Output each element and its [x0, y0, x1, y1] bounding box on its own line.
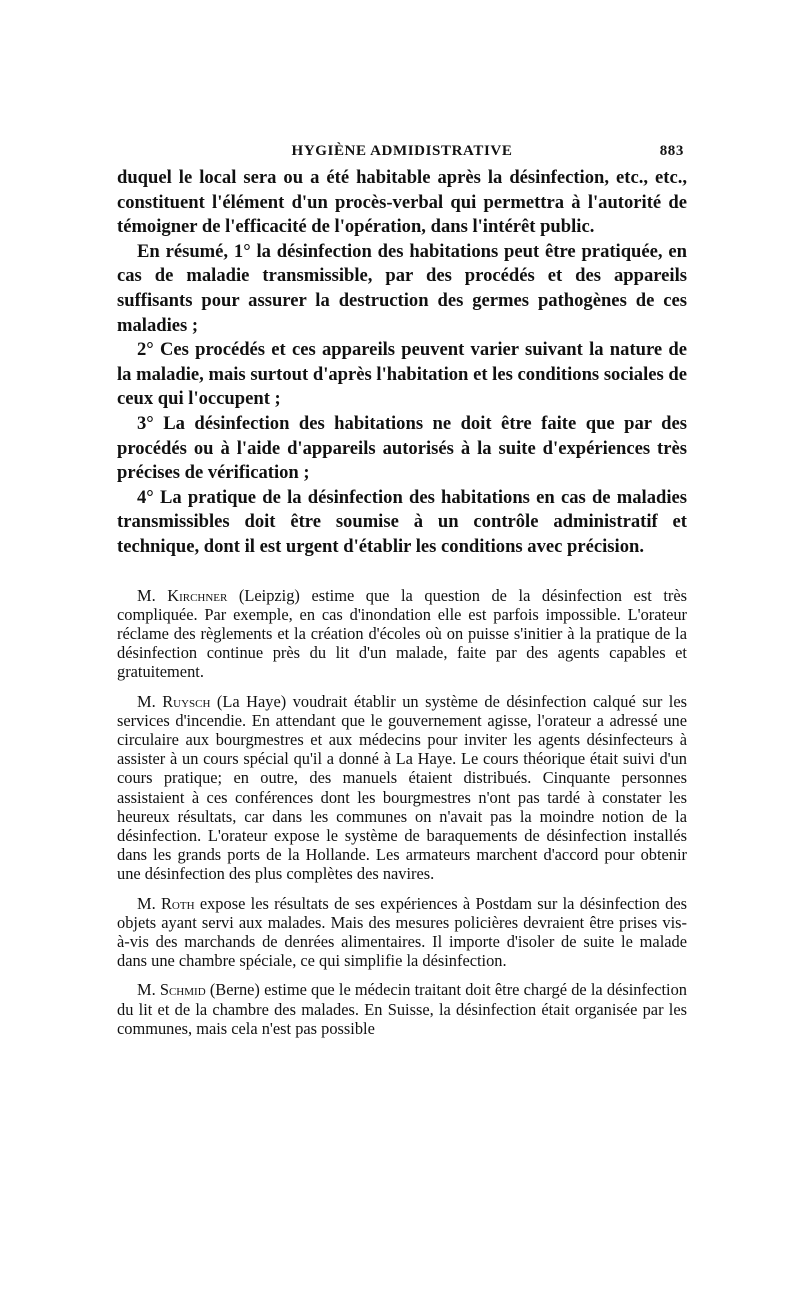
discussion-paragraph-schmid — [117, 980, 687, 1038]
discussion-paragraph-kirchner — [117, 586, 687, 682]
speaker-name: Roth — [160, 893, 195, 913]
discussion-section — [117, 586, 687, 1038]
main-text — [117, 166, 687, 560]
summary-point-3: 3° La désinfection des habitations ne doit être faite que par des procédés ou à l'aide d'appareils autorisés à la suite d'expériences très précises de vérification ; — [117, 412, 687, 484]
speaker-prefix: M. — [137, 893, 161, 913]
summary-point-2: 2° Ces procédés et ces appareils peuvent varier suivant la nature de la maladie, mais surtout d'après l'habitation et les conditions sociales de ceux qui l'occupent ; — [117, 339, 687, 410]
summary-point-1: En résumé, 1° la désinfection des habitations peut être pratiquée, en cas de maladie transmissible, par des procédés et des appareils suffisants pour assurer la destruction des germes pathogènes de ces maladies ; — [117, 240, 687, 336]
page-number: 883 — [659, 143, 684, 159]
running-title: HYGIÈNE ADMIDISTRATIVE — [291, 143, 513, 159]
speaker-prefix: M. — [137, 691, 163, 711]
summary-point-4: 4° La pratique de la désinfection des habitations en cas de maladies transmissibles doit être soumise à un contrôle administratif et technique, dont il est urgent d'établir les conditions avec précision. — [117, 486, 687, 557]
speaker-prefix: M. — [137, 585, 168, 605]
discussion-paragraph-roth — [117, 894, 687, 971]
discussion-text: expose les résultats de ses expériences à Postdam sur la désinfection des objets ayant servi aux malades. Mais des mesures policières devraient être prises vis-à-vis des marchands de denrées alimentaires. Il importe d'isoler de suite le malade dans une chambre spéciale, ce qui simplifie la désinfection. — [117, 893, 687, 971]
discussion-text: (Leipzig) estime que la question de la désinfection est très compliquée. Par exemple, en cas d'inondation elle est parfois impossible. L'orateur réclame des règlements et la création d'écoles où on puisse s'initier à la pratique de la désinfection continue près du lit d'un malade, faite par des agents capables et gratuitement. — [117, 585, 687, 682]
book-page — [117, 140, 687, 1048]
speaker-name: Kirchner — [167, 585, 228, 605]
running-header — [117, 140, 687, 166]
continuation-paragraph: duquel le local sera ou a été habitable après la désinfection, etc., etc., constituent l'élément d'un procès-verbal qui permettra à l'autorité de témoigner de l'efficacité de l'opération, dans l'intérêt public. — [117, 167, 687, 238]
discussion-paragraph-ruysch — [117, 692, 687, 884]
speaker-name: Schmid — [159, 980, 206, 1000]
speaker-prefix: M. — [137, 980, 160, 1000]
discussion-text: (La Haye) voudrait établir un système de désinfection calqué sur les services d'incendie. En attendant que le gouvernement agisse, l'orateur a adressé une circulaire aux bourgmestres et aux médecins pour inviter les agents désinfecteurs à assister à un cours spécial qu'il a donné à La Haye. Le cours théorique était suivi d'un cours pratique; en outre, des manuels étaient distribués. Cinquante personnes assistaient à ces conférences dont les bourgmestres n'ont pas tardé à constater les heureux résultats, car dans les communes on n'avait pas la moindre notion de la désinfection. L'orateur expose le système de baraquements de désinfection installés dans les grands ports de la Hollande. Les armateurs marchent d'accord pour obtenir une désinfection des plus complètes des navires. — [117, 691, 687, 884]
speaker-name: Ruysch — [162, 691, 211, 711]
discussion-text: (Berne) estime que le médecin traitant doit être chargé de la désinfection du lit et de la chambre des malades. En Suisse, la désinfection était organisée par les communes, mais cela n'est pas possible — [117, 980, 687, 1038]
